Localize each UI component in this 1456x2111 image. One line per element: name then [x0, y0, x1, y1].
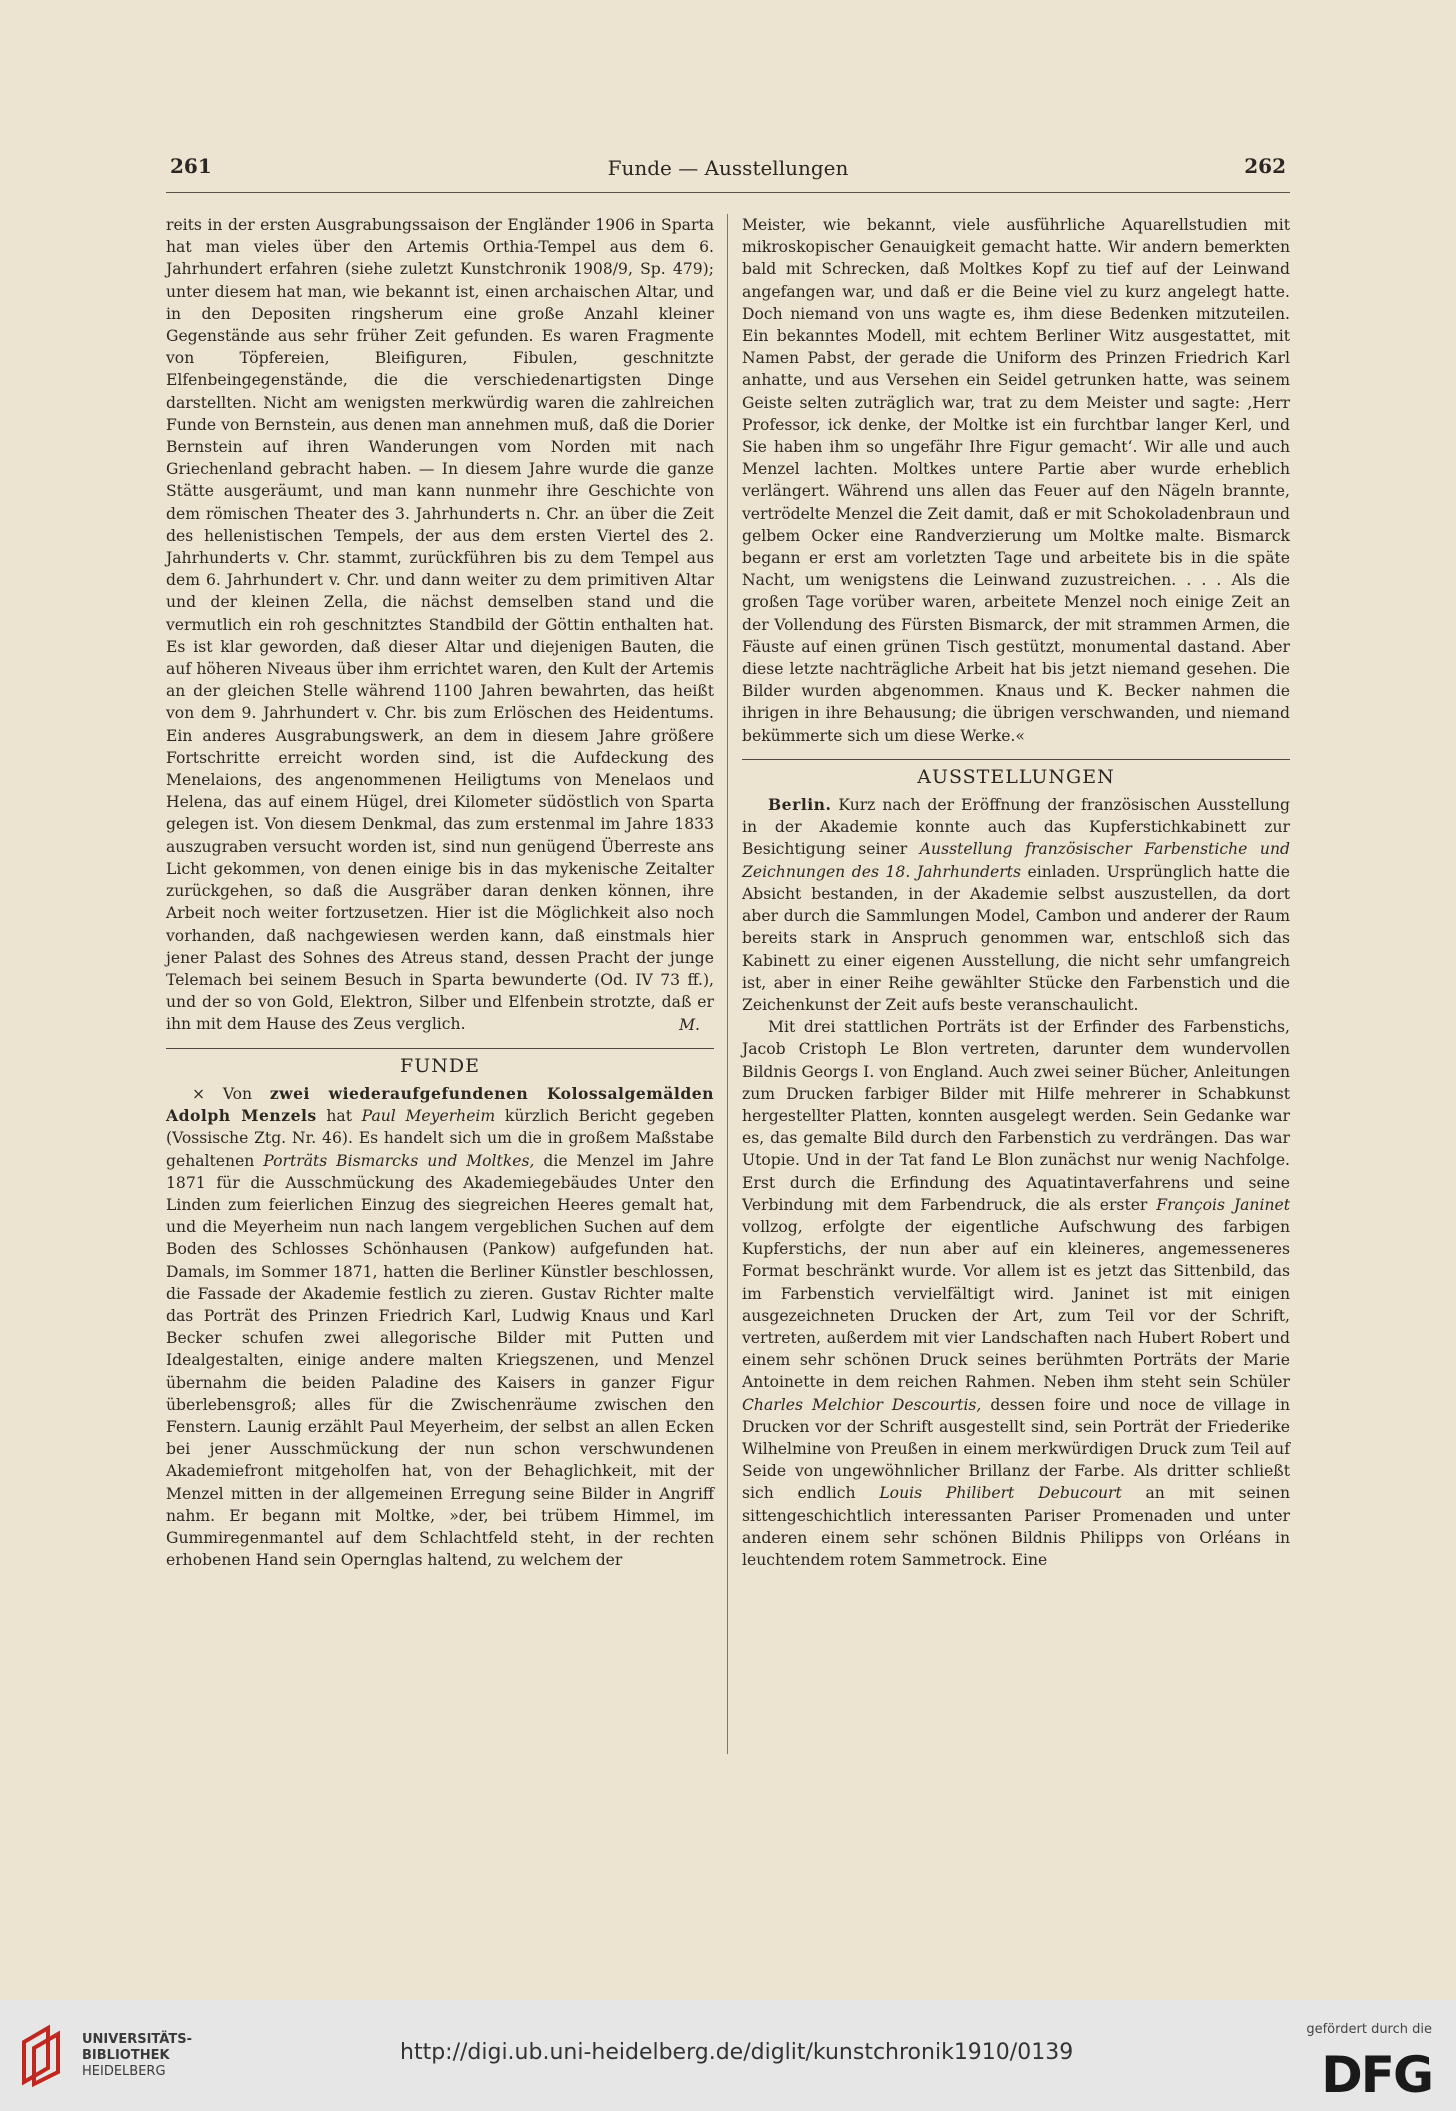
italic-descourtis: Charles Melchior Descourtis,: [742, 1395, 982, 1414]
library-name: UNIVERSITÄTS- BIBLIOTHEK HEIDELBERG: [82, 2032, 192, 2079]
left-column: [166, 214, 714, 1571]
page-number-left: 261: [170, 154, 212, 178]
author-signature: M.: [679, 1015, 700, 1034]
running-header: [166, 150, 1290, 190]
paragraph-meister: Meister, wie bekannt, viele ausführliche Aquarellstudien mit mikroskopischer Genauigkeit gemacht hatte. Wir andern bemerkten bald mit Schrecken, daß Moltkes Kopf zu tief auf der Leinwand angefangen war, und daß er die Beine viel zu kurz angelegt hatte. Doch niemand von uns wagte es, ihm diese Bedenken mitzuteilen. Ein bekanntes Modell, mit echtem Berliner Witz ausgestattet, mit Namen Pabst, der gerade die Uniform des Prinzen Friedrich Karl anhatte, und aus Versehen ein Seidel getrunken hatte, was seinem Geiste selten zuträglich war, trat zu dem Meister und sagte: ‚Herr Professor, ick denke, der Moltke ist ein furchtbar langer Kerl, und Sie haben ihm so ungefähr Ihre Figur gemacht‘. Wir alle und auch Menzel lachten. Moltkes untere Partie aber wurde erheblich verlängert. Während uns allen das Feuer auf den Nägeln brannte, vertrödelte Menzel die Zeit damit, daß er mit Schokoladenbraun und gelbem Ocker eine Randverzierung um Moltke malte. Bismarck begann er erst am vorletzten Tage und arbeitete bis in die späte Nacht, um wenigstens die Leinwand zuzustreichen. . . . Als die großen Tage vorüber waren, arbeitete Menzel noch einige Zeit an der Vollendung des Fürsten Bismarck, der mit strammen Armen, die Fäuste auf einen grünen Tisch gestützt, monumental dastand. Aber diese letzte nachträgliche Arbeit hat bis jetzt niemand gesehen. Die Bilder wurden abgenommen. Knaus und K. Becker nahmen die ihrigen in ihre Behausung; die übrigen verschwanden, und niemand bekümmerte sich um diese Werke.«: [742, 216, 1290, 745]
section-heading-ausstellungen: AUSSTELLUNGEN: [742, 759, 1290, 788]
dfg-caption: gefördert durch die: [1306, 2022, 1432, 2037]
header-rule: [166, 192, 1290, 193]
dfg-logo: DFG: [1321, 2046, 1432, 2104]
page-number-right: 262: [1244, 154, 1286, 178]
university-library-logo-icon: [18, 2022, 72, 2088]
paragraph-leblon: Mit drei stattlichen Porträts ist der Erfinder des Farbenstichs, Jacob Cristoph Le Blon vertreten, darunter dem wundervollen Bildnis Georgs I. von England. Auch zwei seiner Bücher, Anleitungen zum Drucken farbiger Bilder mit Hilfe mehrerer in Schabkunst hergestellter Platten, konnten ausgelegt werden. Sein Gedanke war es, das gemalte Bild durch den Farbenstich zu verdrängen. Das war Utopie. Und in der Tat fand Le Blon zunächst nur wenig Nachfolge. Erst durch die Erfindung des Aquatintaverfahrens und seine Verbindung mit dem Farbendruck, die als erster François Janinet vollzog, erfolgte der eigentliche Aufschwung des farbigen Kupferstichs, der nun aber auf ein kleineres, angemesseneres Format beschränkt wurde. Vor allem ist es jetzt das Sittenbild, das im Farbenstich vervielfältigt wird. Janinet ist mit einigen ausgezeichneten Drucken der Art, zum Teil vor der Schrift, vertreten, außerdem mit vier Landschaften nach Hubert Robert und einem sehr schönen Druck seines berühmten Porträts der Marie Antoinette in dem reichen Rahmen. Neben ihm steht sein Schüler Charles Melchior Descourtis, dessen foire und noce de village in Drucken vor der Schrift ausgestellt sind, sein Porträt der Friederike Wilhelmine von Preußen in einem merkwürdigen Druck zum Teil auf Seide von ungewöhnlicher Brillanz der Farbe. Als dritter schließt sich endlich Louis Philibert Debucourt an mit seinen sittengeschichtlich interessanten Pariser Promenaden und unter anderen einem sehr schönen Bildnis Philipps von Orléans in leuchtendem rotem Sammetrock. Eine: [742, 1018, 1290, 1569]
paragraph-menzel: × Von zwei wiederaufgefundenen Kolossalgemälden Adolph Menzels hat Paul Meyerheim kürzlich Bericht gegeben (Vossische Ztg. Nr. 46). Es handelt sich um die in großem Maßstabe gehaltenen Porträts Bismarcks und Moltkes, die Menzel im Jahre 1871 für die Ausschmückung des Akademiegebäudes Unter den Linden zum feierlichen Einzug des siegreichen Heeres gemalt hat, und die Meyerheim nun nach langem vergeblichen Suchen auf dem Boden des Schlosses Schönhausen (Pankow) aufgefunden hat. Damals, im Sommer 1871, hatten die Berliner Künstler beschlossen, die Fassade der Akademie festlich zu zieren. Gustav Richter malte das Porträt des Prinzen Friedrich Karl, Ludwig Knaus und Karl Becker schufen zwei allegorische Bilder mit Putten und Idealgestalten, einige andere malten Kriegszenen, und Menzel übernahm die beiden Paladine des Kaisers in ganzer Figur überlebensgroß; alles für die Zwischenräume zwischen den Fenstern. Launig erzählt Paul Meyerheim, der selbst an allen Ecken bei jener Ausschmückung der nun schon verschwundenen Akademiefront mitgeholfen hat, von der Behaglichkeit, mit der Menzel mitten in der allgemeinen Erregung seine Bilder in Angriff nahm. Er begann mit Moltke, »der, bei trübem Himmel, im Gummiregenmantel auf dem Schlachtfeld steht, in der rechten erhobenen Hand sein Opernglas haltend, zu welchem der: [166, 1083, 714, 1570]
italic-name: Paul Meyerheim: [361, 1107, 496, 1126]
column-divider: [727, 214, 728, 1754]
source-url-link[interactable]: http://digi.ub.uni-heidelberg.de/diglit/kunstchronik1910/0139: [400, 2040, 1074, 2065]
italic-janinet: François Janinet: [1156, 1195, 1290, 1214]
italic-title: Porträts Bismarcks und Moltkes,: [263, 1151, 535, 1170]
paragraph-berlin: Berlin. Kurz nach der Eröffnung der französischen Ausstellung in der Akademie konnte auch das Kupferstichkabinett zur Besichtigung seiner Ausstellung französischer Farbenstiche und Zeichnungen des 18. Jahrhunderts einladen. Ursprünglich hatte die Absicht bestanden, in der Akademie selbst auszustellen, da dort aber durch die Sammlungen Model, Cambon und anderer der Raum bereits stark in Anspruch genommen war, entschloß sich das Kabinett zu einer eigenen Ausstellung, die nicht sehr umfangreich ist, aber in einer Reihe gewählter Stücke den Farbenstich und die Zeichenkunst der Zeit aufs beste veranschaulicht.: [742, 795, 1291, 1014]
italic-exhibition: Ausstellung französischer Farbenstiche und Zeichnungen des 18. Jahrhunderts: [742, 840, 1290, 881]
bold-berlin: Berlin.: [768, 795, 832, 815]
bold-lead: zwei wiederaufgefundenen Kolossalgemälden Adolph Menzels: [166, 1083, 714, 1126]
right-column: [742, 214, 1290, 1571]
paragraph-sparta: reits in der ersten Ausgrabungssaison der Engländer 1906 in Sparta hat man vieles über den Artemis Orthia-Tempel aus dem 6. Jahrhundert erfahren (siehe zuletzt Kunstchronik 1908/9, Sp. 479); unter diesem hat man, wie bekannt ist, einen archaischen Altar, und in den Depositen ringsherum eine große Anzahl kleiner Gegenstände aus sehr früher Zeit gefunden. Es waren Fragmente von Töpfereien, Bleifiguren, Fibulen, geschnitzte Elfenbeingegenstände, die die verschiedenartigsten Dinge darstellten. Nicht am wenigsten merkwürdig waren die zahlreichen Funde von Bernstein, aus denen man annehmen muß, daß die Dorier Bernstein auf ihren Wanderungen vom Norden mit nach Griechenland gebracht haben. — In diesem Jahre wurde die ganze Stätte ausgeräumt, und man kann nunmehr ihre Geschichte von dem römischen Theater des 3. Jahrhunderts n. Chr. an über die Zeit des hellenistischen Tempels, der aus dem ersten Viertel des 2. Jahrhunderts v. Chr. stammt, zurückführen bis zu dem Tempel aus dem 6. Jahrhundert v. Chr. und dann weiter zu dem primitiven Altar und der kleinen Zella, die nächst demselben stand und die vermutlich ein roh geschnitztes Standbild der Göttin enthalten hat. Es ist klar geworden, daß dieser Altar und diejenigen Bauten, die auf höheren Niveaus über ihm errichtet waren, den Kult der Artemis an der gleichen Stelle während 1100 Jahren bewahrten, das heißt von dem 9. Jahrhundert v. Chr. bis zum Erlöschen des Heidentums. Ein anderes Ausgrabungswerk, an dem in diesem Jahre größere Fortschritte erreicht worden sind, ist die Aufdeckung des Menelaions, des angenommenen Heiligtums von Menelaos und Helena, das auf einem Hügel, drei Kilometer südöstlich von Sparta gelegen ist. Von diesem Denkmal, das zum erstenmal im Jahre 1833 auszugraben versucht worden ist, sind nun genügend Überreste ans Licht gekommen, von denen einige bis in das mykenische Zeitalter zurückgehen, so daß die Ausgräber daran denken können, ihre Arbeit noch weiter fortzusetzen. Hier ist die Möglichkeit also noch vorhanden, daß nachgewiesen werden kann, daß einstmals hier jener Palast des Sohnes des Atreus stand, dessen Pracht der junge Telemach bei seinem Besuch in Sparta bewunderte (Od. IV 73 ff.), und der so von Gold, Elektron, Silber und Elfenbein strotzte, daß er ihn mit dem Hause des Zeus verglich.: [166, 216, 714, 1034]
cross-mark: ×: [192, 1084, 206, 1103]
running-title: Funde — Ausstellungen: [607, 156, 849, 180]
section-heading-funde: FUNDE: [166, 1048, 714, 1077]
italic-debucourt: Louis Philibert Debucourt: [879, 1484, 1122, 1503]
footer-bar: [0, 2000, 1456, 2111]
